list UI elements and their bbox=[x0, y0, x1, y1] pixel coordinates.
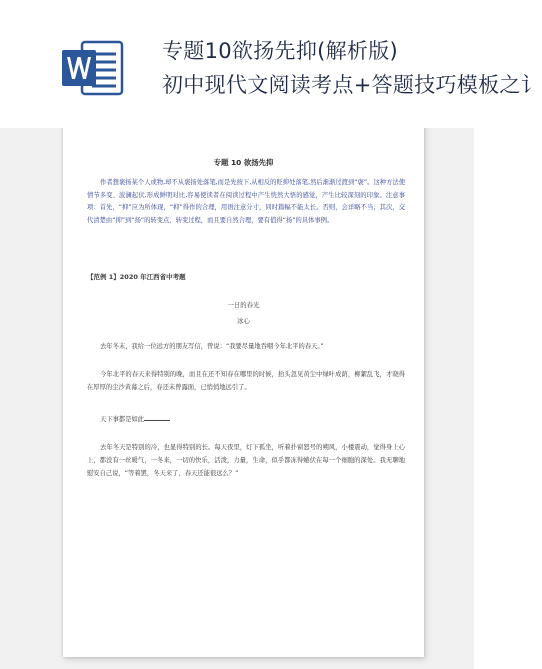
essay-paragraph-1: 去年冬末，我给一位远方的朋友写信，曾说：“我要尽量地吞咽今年北平的春天。” bbox=[100, 343, 324, 350]
document-title: 专题 10 欲扬先抑 bbox=[213, 158, 274, 167]
essay-paragraph-4: 去年冬天是特别的冷，也显得特别的长。每天夜里，灯下孤坐，听着扑窗怒号的朔风，小楼震动，觉得身上心上，都没有一丝暖气，一冬来，一切的快乐，活泼，力量，生命，似乎都冻得蜷伏在每一个细胞的深处。我无聊地慰安自己说，“等着罢，冬天来了，春天还能很远么？” bbox=[87, 444, 405, 477]
essay-title: 一日的春光 bbox=[227, 301, 260, 309]
word-document-icon bbox=[62, 40, 126, 96]
header-banner bbox=[0, 0, 542, 128]
essay-paragraph-2: 今年北平的春天来得特别的晚，而且在还不知春在哪里的时候，抬头忽见黄尘中绿叶成荫，柳絮乱飞，才晓得在厚厚的尘沙黄幕之后，春还未曾露面，已悄悄地远引了。 bbox=[87, 371, 405, 391]
intro-paragraph: 作者想褒扬某个人或物,却不从褒扬处落笔,而是先按下,从相反的贬抑处落笔,然后渐渐过渡到“褒”。这种方法使情节多变、波澜起伏,形成鲜明对比,容易使读者在阅读过程中产生恍然大悟的感觉，产生比较深刻的印象。注意事项：首先，“抑”应为所体现，“抑”得作的合理，用语注意分寸，同时篇幅不能太长。否则，会详略不当；其次，交代清楚由“抑”到“扬”的转变点，转变过程，而且要自然合理，要有值得“扬”的具体事例。 bbox=[87, 179, 405, 224]
essay-author: 冰心 bbox=[237, 317, 250, 325]
essay-paragraph-3 bbox=[87, 413, 405, 426]
paragraph-3-text: 天下事都是如此 bbox=[100, 416, 145, 423]
header-title-line-1: 专题10欲扬先抑(解析版) bbox=[162, 39, 399, 63]
fill-in-blank bbox=[144, 415, 170, 421]
header-title-line-2: 初中现代文阅读考点+答题技巧模板之讠 bbox=[162, 73, 542, 97]
example-label: 【范例 1】2020 年江西省中考题 bbox=[87, 273, 186, 281]
document-page bbox=[63, 121, 424, 657]
